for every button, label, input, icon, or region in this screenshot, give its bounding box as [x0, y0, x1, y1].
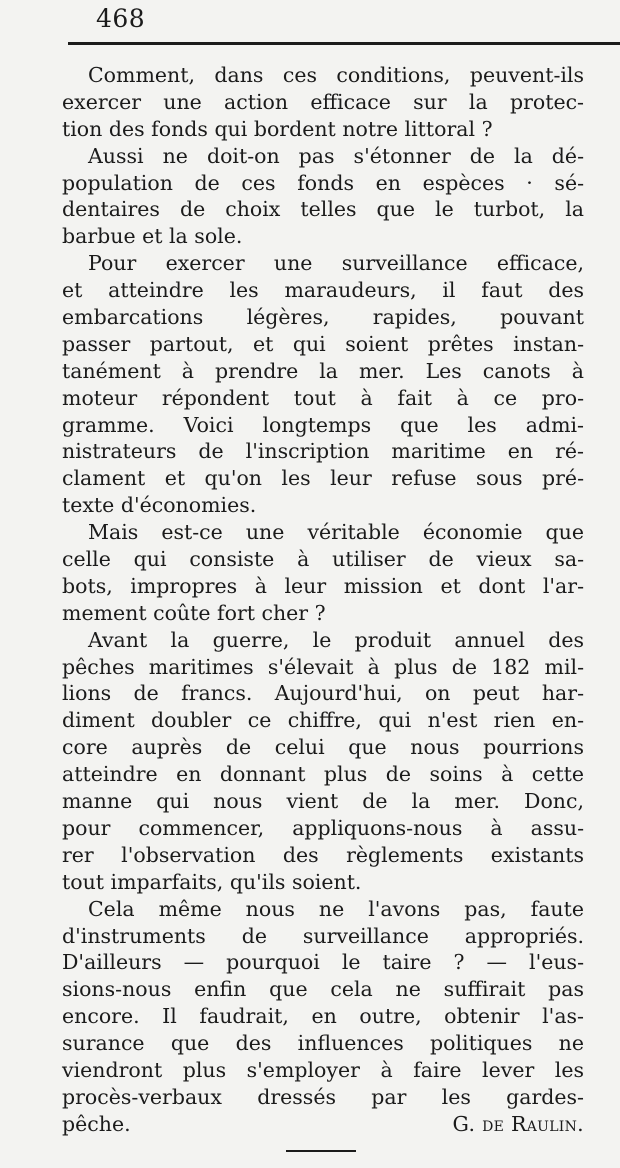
text-line: moteur répondent tout à fait à ce pro-	[62, 385, 584, 410]
paragraph	[62, 62, 584, 143]
paragraph	[62, 627, 584, 896]
text-line: Avant la guerre, le produit annuel des	[88, 627, 584, 652]
text-line: core auprès de celui que nous pourrions	[62, 735, 584, 760]
text-line: rer l'observation des règlements existants	[62, 842, 584, 867]
text-line: Mais est-ce une véritable économie que	[88, 520, 584, 545]
text-line: Comment, dans ces conditions, peuvent-ils	[88, 63, 584, 87]
text-line: Aussi ne doit-on pas s'étonner de la dé-	[88, 143, 584, 168]
text-line: tout imparfaits, qu'ils soient.	[62, 869, 362, 894]
text-line: diment doubler ce chiffre, qui n'est rien en-	[62, 708, 584, 733]
text-line: Cela même nous ne l'avons pas, faute	[88, 896, 584, 921]
paragraph	[62, 519, 584, 627]
text-line: procès-verbaux dressés par les gardes-	[62, 1084, 584, 1109]
text-line: atteindre en donnant plus de soins à cette	[62, 762, 584, 787]
text-line-content: pêche.	[62, 1111, 131, 1136]
text-line: bots, impropres à leur mission et dont l'ar-	[62, 573, 584, 598]
text-line: pour commencer, appliquons-nous à assu-	[62, 815, 584, 840]
article-body	[62, 62, 584, 1138]
text-line: exercer une action efficace sur la protec-	[62, 89, 584, 114]
paragraph	[62, 250, 584, 519]
text-line: d'instruments de surveillance appropriés.	[62, 923, 584, 948]
text-line: sions-nous enfin que cela ne suffirait pas	[62, 977, 584, 1002]
text-line: barbue et la sole.	[62, 224, 243, 249]
text-line: nistrateurs de l'inscription maritime en ré-	[62, 439, 584, 464]
text-line: viendront plus s'employer à faire lever les	[62, 1057, 584, 1082]
text-line: surance que des influences politiques ne	[62, 1031, 584, 1056]
text-line: population de ces fonds en espèces · sé-	[62, 170, 584, 195]
text-line: lions de francs. Aujourd'hui, on peut har-	[62, 681, 584, 706]
text-line: tanément à prendre la mer. Les canots à	[62, 358, 584, 383]
text-line: mement coûte fort cher ?	[62, 600, 326, 625]
text-line: dentaires de choix telles que le turbot, la	[62, 197, 584, 222]
text-line: Pour exercer une surveillance efficace,	[88, 251, 584, 276]
end-rule	[286, 1150, 356, 1152]
text-line: gramme. Voici longtemps que les admi-	[62, 412, 584, 437]
text-line: et atteindre les maraudeurs, il faut des	[62, 278, 584, 303]
text-line: celle qui consiste à utiliser de vieux sa-	[62, 547, 584, 572]
text-line	[62, 1111, 584, 1138]
text-line: tion des fonds qui bordent notre littoral ?	[62, 116, 493, 141]
page-number: 468	[96, 4, 146, 33]
paragraph	[62, 143, 584, 251]
text-line: encore. Il faudrait, en outre, obtenir l'as-	[62, 1004, 584, 1029]
text-line: passer partout, et qui soient prêtes instan-	[62, 331, 584, 356]
author-signature: G. de Raulin.	[452, 1111, 584, 1136]
text-line: pêches maritimes s'élevait à plus de 182 mil-	[62, 654, 584, 679]
header-rule	[68, 42, 620, 45]
paragraph	[62, 896, 584, 1138]
text-line: clament et qu'on les leur refuse sous pré-	[62, 466, 584, 491]
text-line: embarcations légères, rapides, pouvant	[62, 305, 584, 330]
text-line: D'ailleurs — pourquoi le taire ? — l'eus-	[62, 950, 584, 975]
text-line: texte d'économies.	[62, 493, 257, 518]
text-line: manne qui nous vient de la mer. Donc,	[62, 789, 584, 814]
